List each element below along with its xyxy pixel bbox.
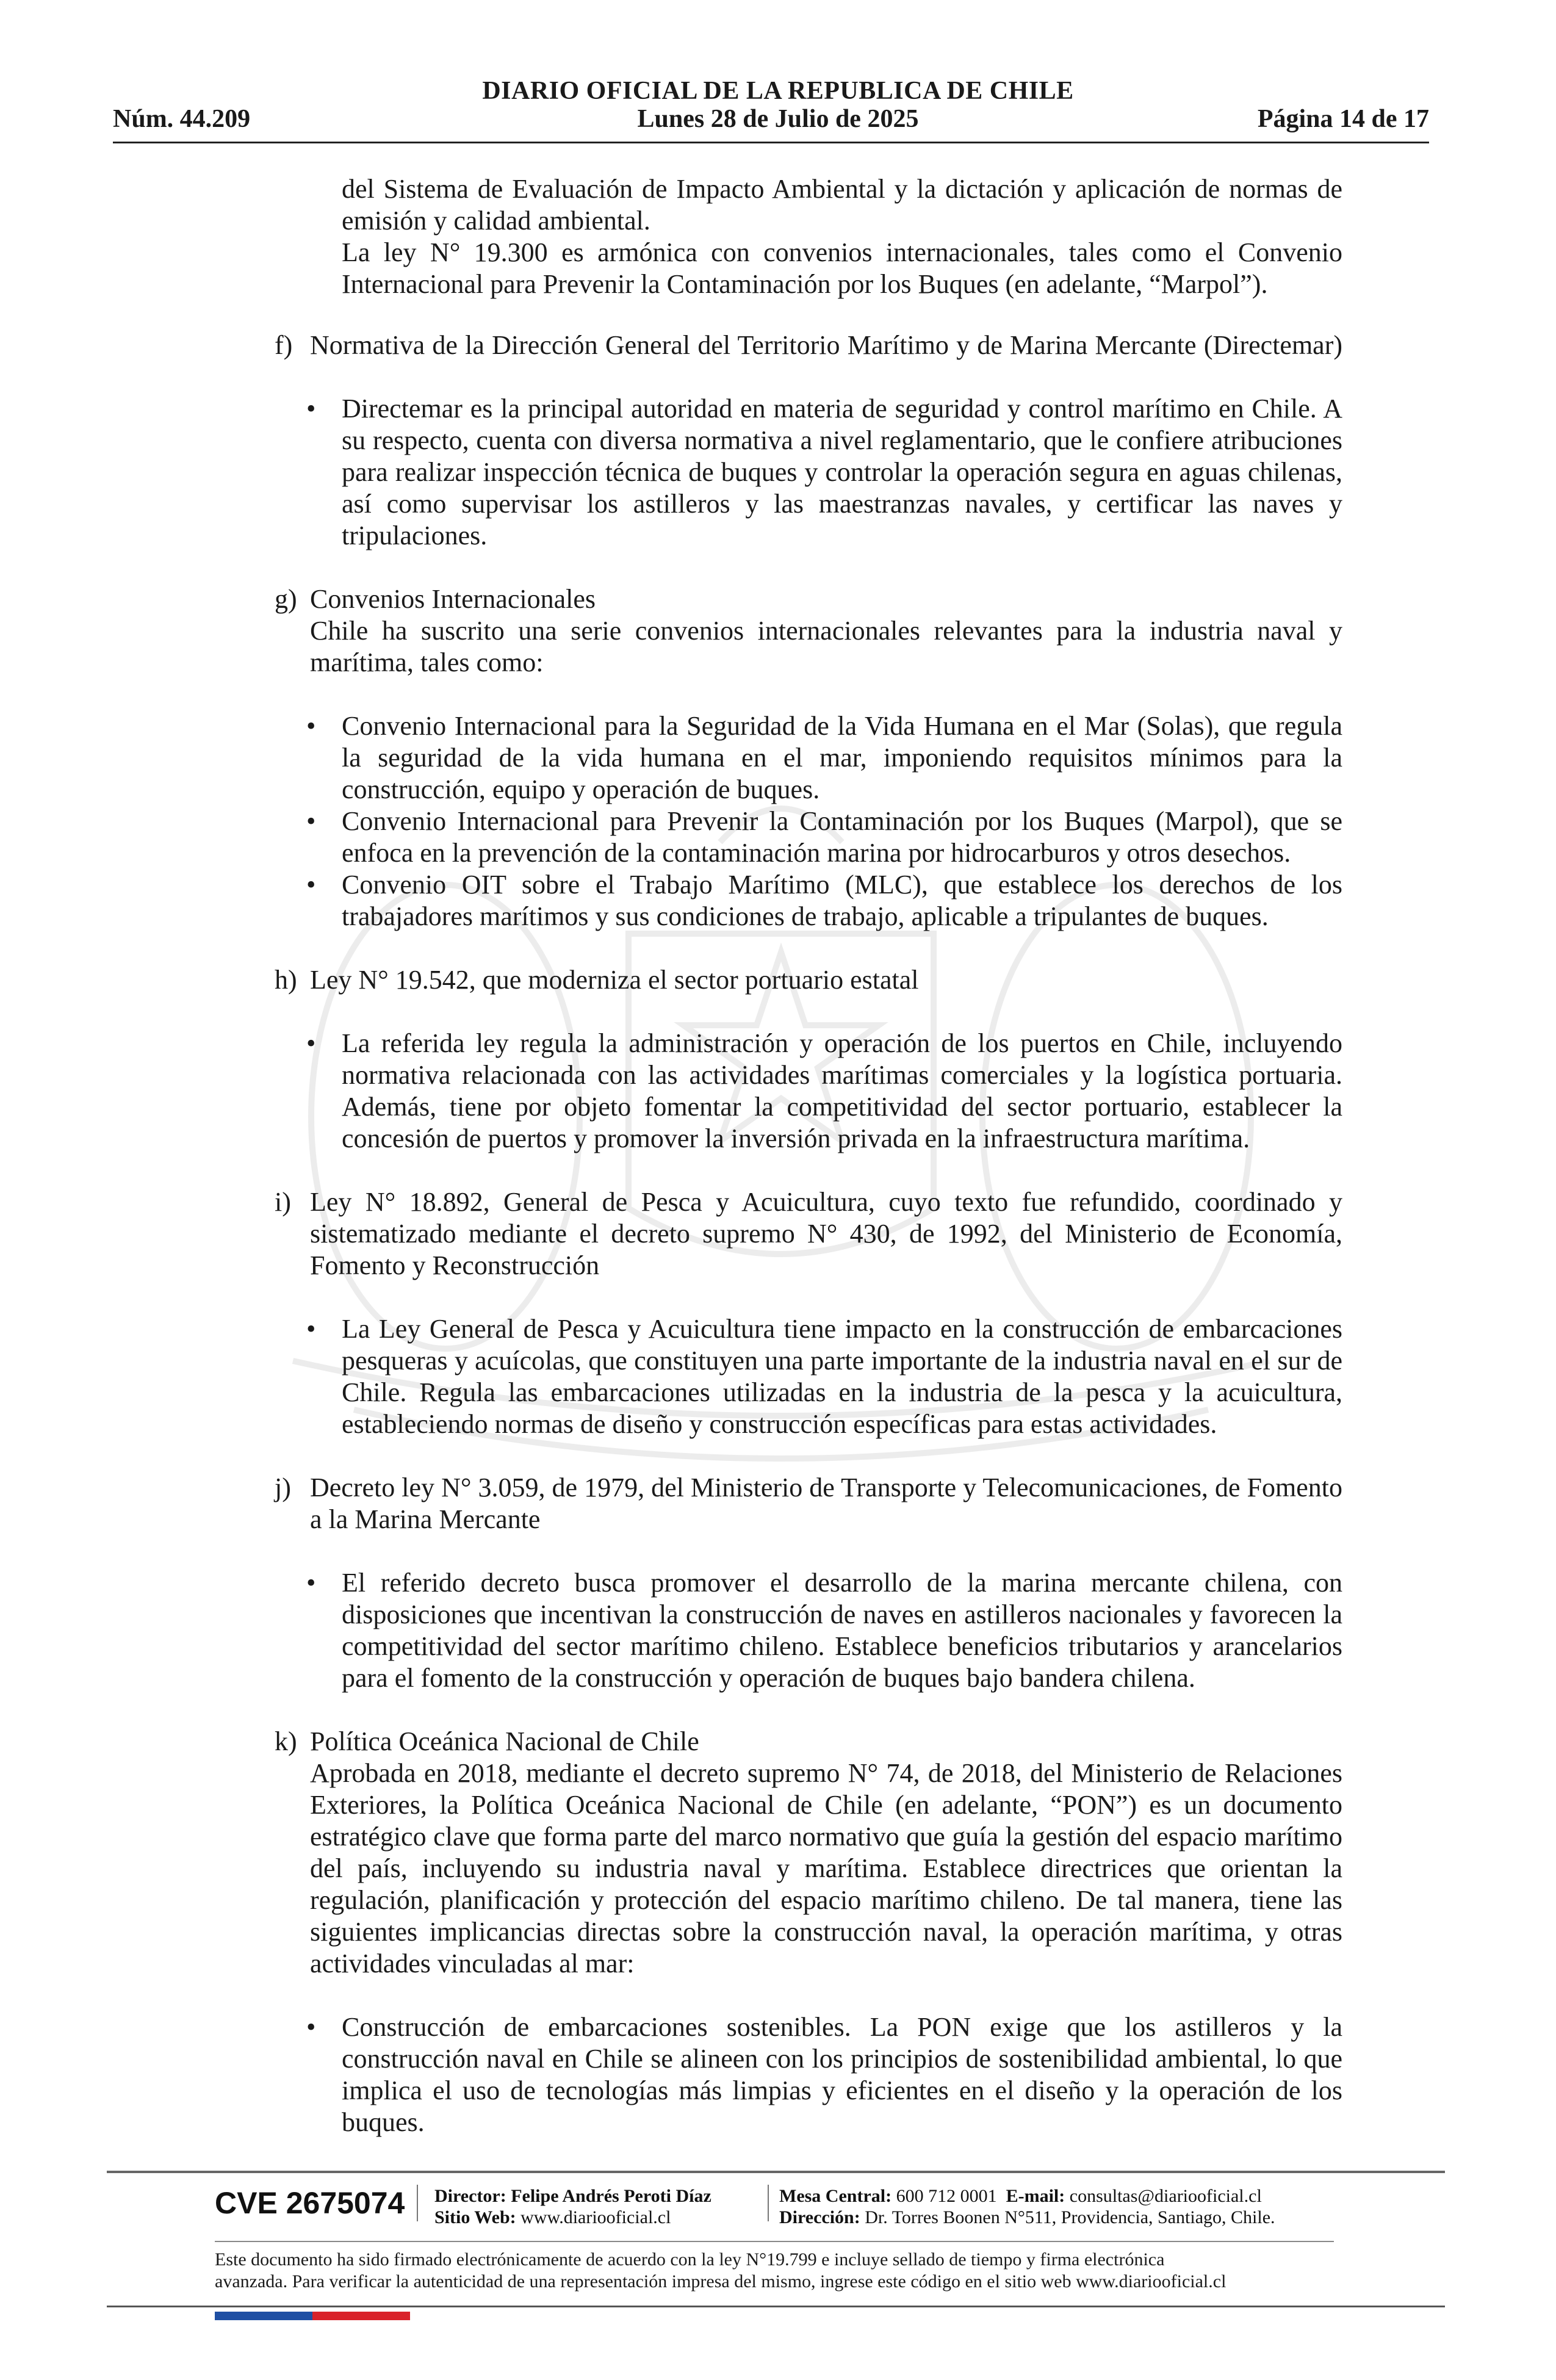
section-heading: Política Oceánica Nacional de Chile	[310, 1726, 699, 1756]
bullet-icon: •	[306, 1314, 316, 1344]
website-label: Sitio Web:	[434, 2207, 516, 2227]
director-line	[434, 2186, 711, 2207]
list-item: Convenio Internacional para Prevenir la Contaminación por los Buques (Marpol), que se enfoca en la prevención de la contaminación marina por hidrocarburos y otros desechos.	[342, 806, 1342, 868]
section-marker: f)	[275, 330, 293, 360]
bullet-icon: •	[306, 870, 316, 900]
list-item: El referido decreto busca promover el desarrollo de la marina mercante chilena, con disposiciones que incentivan la construcción de naves en astilleros nacionales y favorecen la competitividad del sector marítimo chileno. Establece beneficios tributarios y arancelarios para el fomento de la construcción y operación de buques bajo bandera chilena.	[342, 1568, 1342, 1693]
newspaper-title: DIARIO OFICIAL DE LA REPUBLICA DE CHILE	[482, 77, 1074, 105]
page-number: Página 14 de 17	[1257, 105, 1429, 133]
phone-value: 600 712 0001	[896, 2186, 997, 2206]
section-heading: Ley N° 18.892, General de Pesca y Acuicultura, cuyo texto fue refundido, coordinado y sistematizado mediante el decreto supremo N° 430, de 1992, del Ministerio de Economía, Fomento y Reconstrucción	[310, 1187, 1342, 1280]
section-marker: i)	[275, 1187, 291, 1217]
bullet-icon: •	[306, 1568, 316, 1598]
flag-stripe-red	[312, 2312, 410, 2320]
list-item: La Ley General de Pesca y Acuicultura tiene impacto en la construcción de embarcaciones pesqueras y acuícolas, que constituyen una parte importante de la industria naval en el sur de Chile. Regula las embarcaciones utilizadas en la industria de la pesca y la acuicultura, estableciendo normas de diseño y construcción específicas para estas actividades.	[342, 1314, 1342, 1439]
footer-divider	[215, 2241, 1334, 2242]
header-divider	[113, 142, 1429, 143]
legal-notice: avanzada. Para verificar la autenticidad de una representación impresa del mismo, ingrese este código en el sitio web www.diariooficial.cl	[215, 2271, 1226, 2292]
section-marker: g)	[275, 584, 297, 614]
footer-divider	[107, 2306, 1445, 2307]
section-heading: Normativa de la Dirección General del Territorio Marítimo y de Marina Mercante (Directemar)	[310, 330, 1342, 360]
section-paragraph: Chile ha suscrito una serie convenios internacionales relevantes para la industria naval y marítima, tales como:	[310, 616, 1342, 677]
bullet-icon: •	[306, 711, 316, 741]
list-item: Convenio Internacional para la Seguridad de la Vida Humana en el Mar (Solas), que regula la seguridad de la vida humana en el mar, imponiendo requisitos mínimos para la construcción, equipo y operación de buques.	[342, 711, 1342, 804]
intro-paragraph: del Sistema de Evaluación de Impacto Ambiental y la dictación y aplicación de normas de emisión y calidad ambiental.	[342, 174, 1342, 236]
section-heading: Ley N° 19.542, que moderniza el sector portuario estatal	[310, 965, 919, 995]
section-heading: Convenios Internacionales	[310, 584, 596, 614]
address-label: Dirección:	[779, 2207, 860, 2227]
footer-separator	[768, 2185, 769, 2221]
section-marker: k)	[275, 1726, 297, 1756]
section-paragraph: Aprobada en 2018, mediante el decreto supremo N° 74, de 2018, del Ministerio de Relaciones Exteriores, la Política Oceánica Nacional de Chile (en adelante, “PON”) es un documento estratégico clave que forma parte del marco normativo que guía la gestión del espacio marítimo del país, incluyendo su industria naval y marítima. Establece directrices que orientan la regulación, planificación y protección del espacio marítimo chileno. De tal manera, tiene las siguientes implicancias directas sobre la construcción naval, la operación marítima, y otras actividades vinculadas al mar:	[310, 1758, 1342, 1978]
website-line	[434, 2207, 671, 2228]
address-line	[779, 2207, 1275, 2228]
phone-label: Mesa Central:	[779, 2186, 892, 2206]
intro-paragraph: La ley N° 19.300 es armónica con convenios internacionales, tales como el Convenio Internacional para Prevenir la Contaminación por los Buques (en adelante, “Marpol”).	[342, 237, 1342, 299]
issue-date: Lunes 28 de Julio de 2025	[637, 105, 919, 133]
section-marker: j)	[275, 1473, 291, 1502]
email-link[interactable]: consultas@diariooficial.cl	[1069, 2186, 1262, 2206]
director-label: Director:	[434, 2186, 506, 2206]
footer-separator	[417, 2185, 418, 2221]
legal-notice: Este documento ha sido firmado electrónicamente de acuerdo con la ley N°19.799 e incluye sellado de tiempo y firma electrónica	[215, 2249, 1165, 2270]
website-link[interactable]: www.diariooficial.cl	[520, 2207, 671, 2227]
director-name: Felipe Andrés Peroti Díaz	[511, 2186, 711, 2206]
issue-number: Núm. 44.209	[113, 105, 251, 133]
section-heading: Decreto ley N° 3.059, de 1979, del Ministerio de Transporte y Telecomunicaciones, de Fomento a la Marina Mercante	[310, 1473, 1342, 1534]
footer-divider	[107, 2171, 1445, 2173]
list-item: Convenio OIT sobre el Trabajo Marítimo (MLC), que establece los derechos de los trabajadores marítimos y sus condiciones de trabajo, aplicable a tripulantes de buques.	[342, 870, 1342, 931]
contact-line	[779, 2186, 1262, 2207]
list-item: La referida ley regula la administración y operación de los puertos en Chile, incluyendo normativa relacionada con las actividades marítimas comerciales y la logística portuaria. Además, tiene por objeto fomentar la competitividad del sector portuario, establecer la concesión de puertos y promover la inversión privada en la infraestructura marítima.	[342, 1028, 1342, 1153]
bullet-icon: •	[306, 2012, 316, 2042]
list-item: Construcción de embarcaciones sostenibles. La PON exige que los astilleros y la construcción naval en Chile se alineen con los principios de sostenibilidad ambiental, lo que implica el uso de tecnologías más limpias y eficientes en el diseño y la operación de los buques.	[342, 2012, 1342, 2137]
list-item: Directemar es la principal autoridad en materia de seguridad y control marítimo en Chile. A su respecto, cuenta con diversa normativa a nivel reglamentario, que le confiere atribuciones para realizar inspección técnica de buques y controlar la operación segura en aguas chilenas, así como supervisar los astilleros y las maestranzas navales, y certificar las naves y tripulaciones.	[342, 394, 1342, 550]
bullet-icon: •	[306, 394, 316, 424]
email-label: E-mail:	[1006, 2186, 1065, 2206]
bullet-icon: •	[306, 1028, 316, 1058]
address-value: Dr. Torres Boonen N°511, Providencia, Santiago, Chile.	[865, 2207, 1275, 2227]
bullet-icon: •	[306, 806, 316, 836]
cve-code: CVE 2675074	[215, 2186, 405, 2220]
flag-stripe-blue	[215, 2312, 312, 2320]
section-marker: h)	[275, 965, 297, 995]
